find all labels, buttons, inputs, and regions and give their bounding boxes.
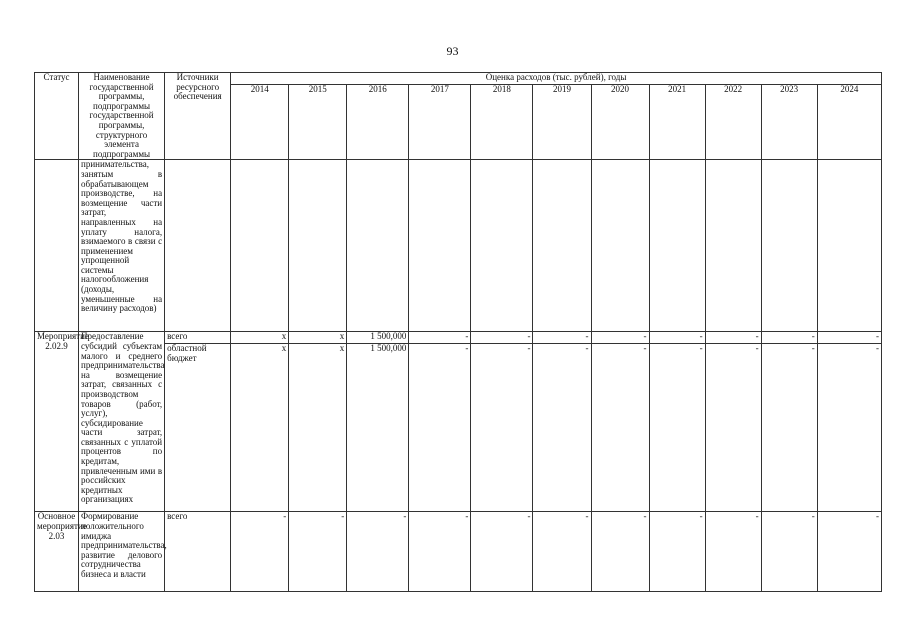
value-cell: - (649, 344, 705, 512)
value-cell: - (649, 512, 705, 592)
header-source: Источники ресурсного обеспечения (165, 73, 231, 160)
value-cell: - (817, 512, 881, 592)
value-cell: - (533, 512, 591, 592)
value-cell: - (705, 332, 761, 344)
value-cell: - (289, 512, 347, 592)
header-year-2020: 2020 (591, 85, 649, 160)
value-cell: х (289, 332, 347, 344)
row-source: всего (165, 332, 231, 344)
value-cell: - (591, 344, 649, 512)
value-cell: х (231, 332, 289, 344)
header-year-2021: 2021 (649, 85, 705, 160)
row-status: Основное мероприятие 2.03 (35, 512, 79, 592)
value-cell: - (409, 344, 471, 512)
value-cell: х (289, 344, 347, 512)
page-number: 93 (446, 44, 459, 58)
value-cell: - (761, 344, 817, 512)
value-cell: 1 500,000 (347, 332, 409, 344)
value-cell: - (761, 332, 817, 344)
value-cell: - (817, 332, 881, 344)
header-year-2017: 2017 (409, 85, 471, 160)
value-cell: - (705, 512, 761, 592)
header-cost: Оценка расходов (тыс. рублей), годы (231, 73, 882, 85)
table-row (35, 512, 882, 592)
value-cell: - (705, 344, 761, 512)
row-name: принимательства, занятым в обрабатывающем производстве, на возмещение части затрат, направленных на уплату налога, взимаемого в связи с применением упрощенной системы налогообложения (доходы, уменьшенные на величину расходов) (79, 160, 165, 332)
row-status (35, 160, 79, 332)
value-cell: - (533, 344, 591, 512)
header-year-2019: 2019 (533, 85, 591, 160)
row-status: Мероприятие 2.02.9 (35, 332, 79, 512)
row-source: всего (165, 512, 231, 592)
header-status: Статус (35, 73, 79, 160)
value-cell: - (761, 512, 817, 592)
row-name: Формирование положительного имиджа предпринимательства, развитие делового сотрудничества бизнеса и власти (79, 512, 165, 592)
header-year-2014: 2014 (231, 85, 289, 160)
value-cell: - (591, 332, 649, 344)
value-cell: - (409, 332, 471, 344)
value-cell: - (471, 344, 533, 512)
row-name: Предоставление субсидий субъектам малого и среднего предпринимательства на возмещение затрат, связанных с производством товаров (работ, услуг), субсидирование части затрат, связанных с уплатой процентов по кредитам, привлеченным ими в российских кредитных организациях (79, 332, 165, 512)
value-cell: х (231, 344, 289, 512)
table-row (35, 160, 882, 332)
header-name: Наименование государственной программы, подпрограммы государственной программы, структурного элемента подпрограммы (79, 73, 165, 160)
header-year-2022: 2022 (705, 85, 761, 160)
value-cell: - (409, 512, 471, 592)
value-cell: - (649, 332, 705, 344)
value-cell: - (347, 512, 409, 592)
value-cell: - (471, 512, 533, 592)
header-row (35, 73, 882, 85)
header-year-2024: 2024 (817, 85, 881, 160)
value-cell: - (817, 344, 881, 512)
value-cell: - (591, 512, 649, 592)
header-year-2015: 2015 (289, 85, 347, 160)
header-year-2018: 2018 (471, 85, 533, 160)
header-year-2016: 2016 (347, 85, 409, 160)
table-row (35, 332, 882, 344)
value-cell: - (231, 512, 289, 592)
row-source: областной бюджет (165, 344, 231, 512)
header-year-2023: 2023 (761, 85, 817, 160)
value-cell: - (471, 332, 533, 344)
value-cell: - (533, 332, 591, 344)
row-source (165, 160, 231, 332)
value-cell: 1 500,000 (347, 344, 409, 512)
budget-table (34, 72, 882, 592)
